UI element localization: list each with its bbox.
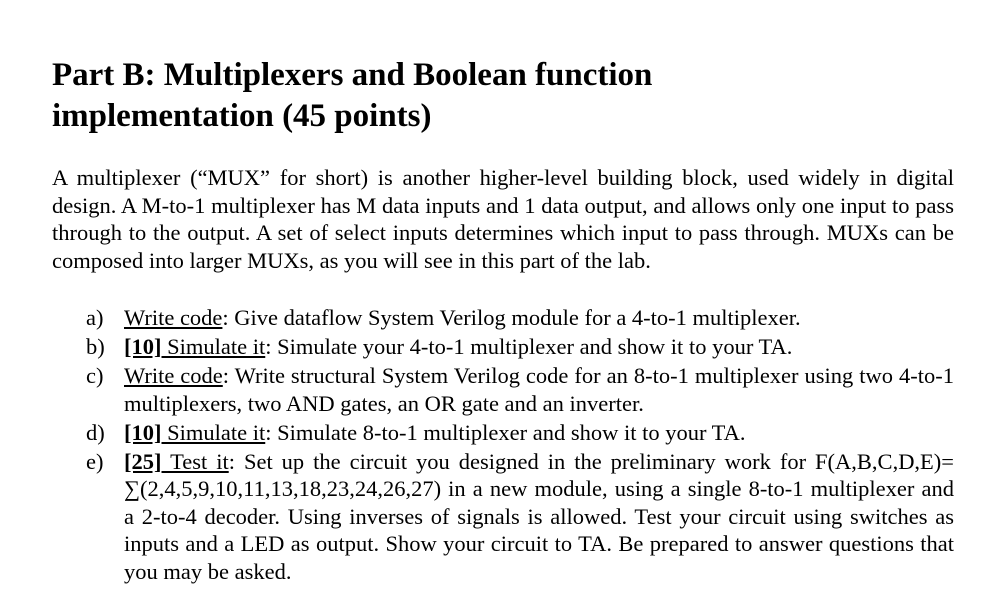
task-label: Write code xyxy=(124,305,223,330)
task-letter: e) xyxy=(86,448,104,474)
task-points: [10] xyxy=(124,419,162,445)
task-letter: a) xyxy=(86,305,104,330)
task-text: : Write structural System Verilog code for an 8-to-1 multiplexer using two 4-to-1 multiplexers, two AND gates, an OR gate and an inverter. xyxy=(124,363,954,416)
intro-paragraph: A multiplexer (“MUX” for short) is another higher-level building block, used widely in digital design. A M-to-1 multiplexer has M data inputs and 1 data output, and allows only one input to pass through to the output. A set of select inputs determines which input to pass through. MUXs can be composed into larger MUXs, as you will see in this part of the lab. xyxy=(52,165,954,273)
task-item-b xyxy=(86,333,954,361)
section-heading-line-1: Part B: Multiplexers and Boolean function xyxy=(52,57,653,93)
task-letter: d) xyxy=(86,419,105,445)
section-heading-line-2: implementation (45 points) xyxy=(52,98,432,134)
task-item-e xyxy=(86,448,954,586)
task-item-d xyxy=(86,419,954,447)
section-heading xyxy=(52,55,952,137)
task-list xyxy=(86,304,954,587)
task-text: : Give dataflow System Verilog module for a 4-to-1 multiplexer. xyxy=(222,305,801,330)
task-item-a xyxy=(86,304,954,332)
task-label: Write code xyxy=(124,363,223,388)
task-label: Simulate it xyxy=(161,334,266,359)
task-text: : Simulate your 4-to-1 multiplexer and show it to your TA. xyxy=(265,334,793,359)
task-label: Test it xyxy=(161,448,229,474)
task-points: [10] xyxy=(124,334,162,359)
task-letter: b) xyxy=(86,334,105,359)
task-text: : Set up the circuit you designed in the preliminary work for F(A,B,C,D,E)= ∑(2,4,5,9,10,11,13,18,23,24,26,27) in a new module, using a single 8-to-1 multiplexer and a 2-to-4 decoder. Using inverses of signals is allowed. Test your circuit using switches as inputs and a LED as output. Show your circuit to TA. Be prepared to answer questions that you may be asked. xyxy=(124,448,954,584)
task-points: [25] xyxy=(124,448,162,474)
task-text: : Simulate 8-to-1 multiplexer and show it to your TA. xyxy=(265,419,746,445)
task-item-c xyxy=(86,362,954,417)
task-letter: c) xyxy=(86,363,104,388)
task-label: Simulate it xyxy=(161,419,266,445)
